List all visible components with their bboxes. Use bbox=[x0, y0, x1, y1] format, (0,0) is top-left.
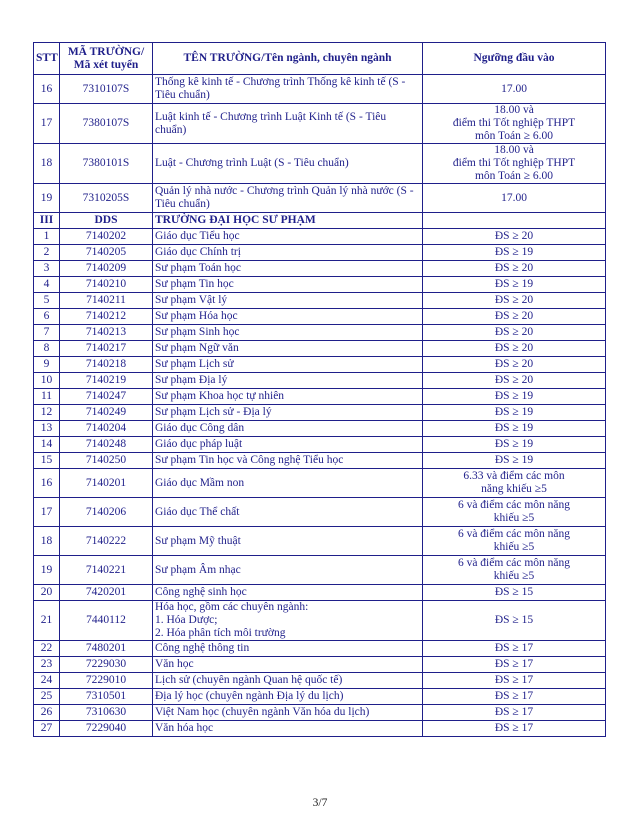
cell-name: Việt Nam học (chuyên ngành Văn hóa du lịch) bbox=[153, 705, 423, 721]
cell-name: Thống kê kinh tế - Chương trình Thống kê kinh tế (S - Tiêu chuẩn) bbox=[153, 75, 423, 104]
cell-stt: 13 bbox=[34, 421, 60, 437]
cell-stt: 10 bbox=[34, 373, 60, 389]
cell-name: Sư phạm Âm nhạc bbox=[153, 556, 423, 585]
cell-stt: 11 bbox=[34, 389, 60, 405]
cell-threshold: ĐS ≥ 17 bbox=[423, 705, 606, 721]
cell-code: 7140205 bbox=[60, 245, 153, 261]
cell-name: Sư phạm Lịch sử - Địa lý bbox=[153, 405, 423, 421]
cell-threshold: 18.00 và điểm thi Tốt nghiệp THPT môn Toán ≥ 6.00 bbox=[423, 144, 606, 184]
table-row bbox=[34, 657, 606, 673]
cell-name: Sư phạm Lịch sử bbox=[153, 357, 423, 373]
cell-code: 7140209 bbox=[60, 261, 153, 277]
table-row bbox=[34, 498, 606, 527]
cell-threshold: ĐS ≥ 19 bbox=[423, 277, 606, 293]
cell-code: 7480201 bbox=[60, 641, 153, 657]
cell-name: Sư phạm Sinh học bbox=[153, 325, 423, 341]
table-row bbox=[34, 437, 606, 453]
cell-code: 7420201 bbox=[60, 585, 153, 601]
cell-code: 7140248 bbox=[60, 437, 153, 453]
cell-code: 7140222 bbox=[60, 527, 153, 556]
cell-threshold: ĐS ≥ 17 bbox=[423, 657, 606, 673]
cell-threshold: ĐS ≥ 17 bbox=[423, 673, 606, 689]
cell-code: 7140221 bbox=[60, 556, 153, 585]
cell-threshold: 6 và điểm các môn năng khiếu ≥5 bbox=[423, 527, 606, 556]
cell-threshold: ĐS ≥ 19 bbox=[423, 245, 606, 261]
table-row bbox=[34, 405, 606, 421]
cell-code: 7140202 bbox=[60, 229, 153, 245]
cell-name: Hóa học, gồm các chuyên ngành: 1. Hóa Dược; 2. Hóa phân tích môi trường bbox=[153, 601, 423, 641]
cell-code: 7140247 bbox=[60, 389, 153, 405]
cell-code: 7140219 bbox=[60, 373, 153, 389]
cell-name: Quản lý nhà nước - Chương trình Quản lý nhà nước (S - Tiêu chuẩn) bbox=[153, 184, 423, 213]
cell-code: 7140204 bbox=[60, 421, 153, 437]
cell-stt: 6 bbox=[34, 309, 60, 325]
table-row bbox=[34, 689, 606, 705]
cell-name: Giáo dục Mầm non bbox=[153, 469, 423, 498]
cell-code: 7140218 bbox=[60, 357, 153, 373]
header-code: MÃ TRƯỜNG/ Mã xét tuyển bbox=[60, 43, 153, 75]
cell-threshold: ĐS ≥ 17 bbox=[423, 721, 606, 737]
cell-name: Văn học bbox=[153, 657, 423, 673]
table-row bbox=[34, 469, 606, 498]
cell-name: Sư phạm Tin học bbox=[153, 277, 423, 293]
cell-name: Giáo dục Chính trị bbox=[153, 245, 423, 261]
cell-code: 7140210 bbox=[60, 277, 153, 293]
cell-name: Sư phạm Mỹ thuật bbox=[153, 527, 423, 556]
cell-stt: 21 bbox=[34, 601, 60, 641]
admission-threshold-table bbox=[33, 42, 606, 737]
table-row bbox=[34, 673, 606, 689]
table-row bbox=[34, 293, 606, 309]
cell-threshold: ĐS ≥ 15 bbox=[423, 601, 606, 641]
cell-stt: 4 bbox=[34, 277, 60, 293]
cell-name: Sư phạm Hóa học bbox=[153, 309, 423, 325]
cell-code: 7229010 bbox=[60, 673, 153, 689]
cell-stt: 24 bbox=[34, 673, 60, 689]
table-row bbox=[34, 75, 606, 104]
cell-threshold: ĐS ≥ 19 bbox=[423, 453, 606, 469]
cell-code: 7440112 bbox=[60, 601, 153, 641]
cell-name: Giáo dục Tiểu học bbox=[153, 229, 423, 245]
cell-stt: 20 bbox=[34, 585, 60, 601]
cell-code: 7310501 bbox=[60, 689, 153, 705]
cell-stt: 3 bbox=[34, 261, 60, 277]
cell-threshold: ĐS ≥ 20 bbox=[423, 325, 606, 341]
cell-stt: 14 bbox=[34, 437, 60, 453]
table-row bbox=[34, 585, 606, 601]
table-row bbox=[34, 705, 606, 721]
cell-stt: 26 bbox=[34, 705, 60, 721]
cell-threshold: ĐS ≥ 20 bbox=[423, 261, 606, 277]
cell-code: 7380101S bbox=[60, 144, 153, 184]
cell-stt: 23 bbox=[34, 657, 60, 673]
cell-code: 7140217 bbox=[60, 341, 153, 357]
cell-code: 7310205S bbox=[60, 184, 153, 213]
cell-name: Giáo dục Công dân bbox=[153, 421, 423, 437]
cell-stt: 19 bbox=[34, 184, 60, 213]
cell-stt: 5 bbox=[34, 293, 60, 309]
table-row bbox=[34, 309, 606, 325]
cell-code: 7229030 bbox=[60, 657, 153, 673]
cell-code: DDS bbox=[60, 213, 153, 229]
cell-name: TRƯỜNG ĐẠI HỌC SƯ PHẠM bbox=[153, 213, 423, 229]
cell-code: 7310107S bbox=[60, 75, 153, 104]
cell-code: 7140201 bbox=[60, 469, 153, 498]
table-row bbox=[34, 341, 606, 357]
page-number: 3/7 bbox=[312, 797, 328, 809]
table-row bbox=[34, 527, 606, 556]
cell-stt: 17 bbox=[34, 498, 60, 527]
cell-threshold: 17.00 bbox=[423, 184, 606, 213]
table-header-row bbox=[34, 43, 606, 75]
cell-threshold: ĐS ≥ 17 bbox=[423, 689, 606, 705]
cell-stt: 18 bbox=[34, 527, 60, 556]
cell-threshold: ĐS ≥ 19 bbox=[423, 437, 606, 453]
table-row bbox=[34, 144, 606, 184]
cell-stt: III bbox=[34, 213, 60, 229]
table-row bbox=[34, 641, 606, 657]
cell-name: Sư phạm Khoa học tự nhiên bbox=[153, 389, 423, 405]
cell-stt: 17 bbox=[34, 104, 60, 144]
cell-threshold: ĐS ≥ 20 bbox=[423, 293, 606, 309]
table-row bbox=[34, 104, 606, 144]
cell-threshold: ĐS ≥ 19 bbox=[423, 389, 606, 405]
cell-code: 7380107S bbox=[60, 104, 153, 144]
cell-threshold: 6 và điểm các môn năng khiếu ≥5 bbox=[423, 498, 606, 527]
table-row bbox=[34, 261, 606, 277]
cell-stt: 1 bbox=[34, 229, 60, 245]
table-row bbox=[34, 325, 606, 341]
table-row bbox=[34, 453, 606, 469]
cell-name: Luật - Chương trình Luật (S - Tiêu chuẩn) bbox=[153, 144, 423, 184]
cell-stt: 7 bbox=[34, 325, 60, 341]
cell-threshold: ĐS ≥ 20 bbox=[423, 357, 606, 373]
cell-threshold: 6 và điểm các môn năng khiếu ≥5 bbox=[423, 556, 606, 585]
table-row bbox=[34, 229, 606, 245]
cell-stt: 8 bbox=[34, 341, 60, 357]
cell-name: Lịch sử (chuyên ngành Quan hệ quốc tế) bbox=[153, 673, 423, 689]
cell-stt: 16 bbox=[34, 75, 60, 104]
table-row bbox=[34, 601, 606, 641]
cell-stt: 25 bbox=[34, 689, 60, 705]
cell-stt: 15 bbox=[34, 453, 60, 469]
cell-name: Sư phạm Địa lý bbox=[153, 373, 423, 389]
cell-threshold: ĐS ≥ 20 bbox=[423, 229, 606, 245]
cell-name: Sư phạm Toán học bbox=[153, 261, 423, 277]
cell-code: 7140211 bbox=[60, 293, 153, 309]
cell-threshold: ĐS ≥ 20 bbox=[423, 309, 606, 325]
cell-code: 7140250 bbox=[60, 453, 153, 469]
cell-name: Công nghệ thông tin bbox=[153, 641, 423, 657]
cell-code: 7310630 bbox=[60, 705, 153, 721]
cell-threshold: 18.00 và điểm thi Tốt nghiệp THPT môn Toán ≥ 6.00 bbox=[423, 104, 606, 144]
cell-threshold: 6.33 và điểm các môn năng khiếu ≥5 bbox=[423, 469, 606, 498]
cell-name: Giáo dục Thể chất bbox=[153, 498, 423, 527]
cell-name: Luật kinh tế - Chương trình Luật Kinh tế (S - Tiêu chuẩn) bbox=[153, 104, 423, 144]
table-row bbox=[34, 245, 606, 261]
cell-threshold: ĐS ≥ 19 bbox=[423, 405, 606, 421]
cell-stt: 16 bbox=[34, 469, 60, 498]
cell-stt: 9 bbox=[34, 357, 60, 373]
table-row bbox=[34, 721, 606, 737]
cell-stt: 12 bbox=[34, 405, 60, 421]
cell-threshold: ĐS ≥ 20 bbox=[423, 373, 606, 389]
cell-threshold: ĐS ≥ 15 bbox=[423, 585, 606, 601]
cell-stt: 27 bbox=[34, 721, 60, 737]
cell-code: 7140212 bbox=[60, 309, 153, 325]
cell-code: 7140213 bbox=[60, 325, 153, 341]
cell-threshold: 17.00 bbox=[423, 75, 606, 104]
cell-code: 7229040 bbox=[60, 721, 153, 737]
cell-name: Sư phạm Tin học và Công nghệ Tiểu học bbox=[153, 453, 423, 469]
cell-stt: 19 bbox=[34, 556, 60, 585]
cell-threshold: ĐS ≥ 20 bbox=[423, 341, 606, 357]
table-row bbox=[34, 184, 606, 213]
cell-name: Giáo dục pháp luật bbox=[153, 437, 423, 453]
cell-code: 7140206 bbox=[60, 498, 153, 527]
table-row bbox=[34, 556, 606, 585]
table-row bbox=[34, 421, 606, 437]
cell-name: Công nghệ sinh học bbox=[153, 585, 423, 601]
cell-threshold: ĐS ≥ 17 bbox=[423, 641, 606, 657]
cell-stt: 18 bbox=[34, 144, 60, 184]
section-row bbox=[34, 213, 606, 229]
cell-threshold: ĐS ≥ 19 bbox=[423, 421, 606, 437]
cell-code: 7140249 bbox=[60, 405, 153, 421]
cell-name: Văn hóa học bbox=[153, 721, 423, 737]
header-name: TÊN TRƯỜNG/Tên ngành, chuyên ngành bbox=[153, 43, 423, 75]
cell-threshold bbox=[423, 213, 606, 229]
header-stt: STT bbox=[34, 43, 60, 75]
cell-name: Sư phạm Vật lý bbox=[153, 293, 423, 309]
table-row bbox=[34, 277, 606, 293]
cell-name: Địa lý học (chuyên ngành Địa lý du lịch) bbox=[153, 689, 423, 705]
table-row bbox=[34, 357, 606, 373]
cell-stt: 22 bbox=[34, 641, 60, 657]
cell-stt: 2 bbox=[34, 245, 60, 261]
cell-name: Sư phạm Ngữ văn bbox=[153, 341, 423, 357]
header-threshold: Ngưỡng đầu vào bbox=[423, 43, 606, 75]
table-row bbox=[34, 389, 606, 405]
table-row bbox=[34, 373, 606, 389]
